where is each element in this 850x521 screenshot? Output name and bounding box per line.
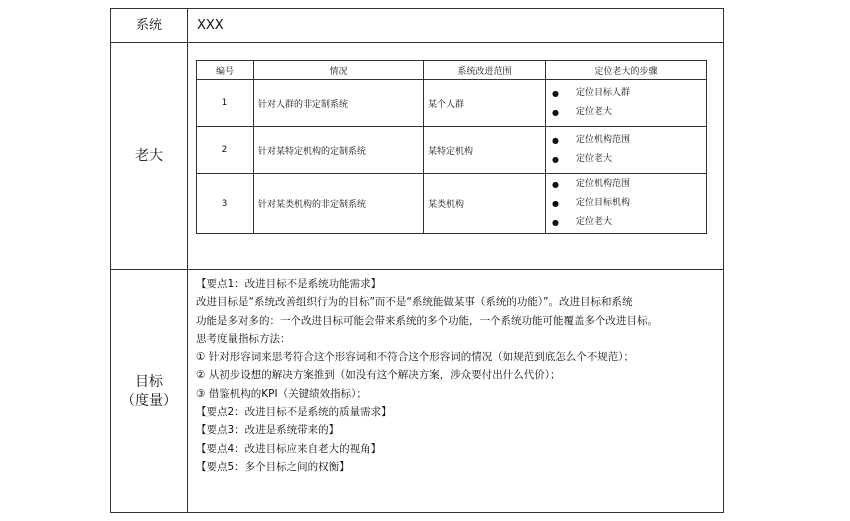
header-scope: 系统改进范围 (424, 61, 546, 80)
goal-line: 思考度量指标方法： (196, 332, 291, 345)
goal-line: 【要点4：改进目标应来自老大的视角】 (196, 442, 382, 455)
system-label: 系统 (135, 18, 162, 33)
row-situation: 针对某类机构的非定制系统 (254, 174, 424, 234)
row-steps (546, 80, 707, 127)
row-number: 3 (197, 174, 254, 234)
goal-line: 改进目标是“系统改善组织行为的目标”而不是“系统能做某事（系统的功能）”。改进目标和系统 (196, 296, 633, 309)
goal-line: 【要点2：改进目标不是系统的质量需求】 (196, 406, 392, 419)
header-situation: 情况 (254, 61, 424, 80)
step-item: ● 定位机构范围 (550, 131, 705, 150)
requirements-table (110, 8, 724, 513)
goal-line: ① 针对形容词来思考符合这个形容词和不符合这个形容词的情况（如规范到底怎么个不规范）； (196, 351, 634, 364)
step-item: ● 定位机构范围 (550, 175, 705, 194)
laoda-steps-table (196, 60, 707, 234)
laoda-label: 老大 (135, 148, 163, 164)
goal-line: 【要点5：多个目标之间的权衡】 (196, 460, 350, 473)
row-situation: 针对某特定机构的定制系统 (254, 127, 424, 174)
row-situation: 针对人群的非定制系统 (254, 80, 424, 127)
header-number: 编号 (197, 61, 254, 80)
goal-label (111, 270, 187, 513)
goal-line: ② 从初步设想的解决方案推到（如没有这个解决方案，涉众要付出什么代价）； (196, 369, 561, 382)
table-row (197, 80, 707, 127)
table-row (197, 127, 707, 174)
table-row (197, 174, 707, 234)
step-item: ● 定位老大 (550, 213, 705, 232)
goal-line: ③ 借鉴机构的KPI（关键绩效指标）； (196, 387, 367, 400)
step-item: ● 定位老大 (550, 103, 705, 122)
row-number: 1 (197, 80, 254, 127)
header-steps: 定位老大的步骤 (546, 61, 707, 80)
column-divider (187, 9, 188, 512)
goal-line: 【要点1：改进目标不是系统功能需求】 (196, 278, 382, 290)
goal-line: 功能是多对多的：一个改进目标可能会带来系统的多个功能，一个系统功能可能覆盖多个改进目标。 (196, 314, 658, 327)
row-steps (546, 127, 707, 174)
row-divider-laoda (111, 269, 723, 270)
goal-description (196, 275, 721, 476)
step-item: ● 定位目标机构 (550, 194, 705, 213)
row-divider-system (111, 42, 723, 43)
system-value: XXX (197, 18, 224, 33)
row-scope: 某类机构 (424, 174, 546, 234)
row-scope: 某个人群 (424, 80, 546, 127)
goal-label-sub: （度量） (121, 392, 177, 409)
goal-line: 【要点3：改进是系统带来的】 (196, 424, 340, 437)
goal-label-main: 目标 (135, 373, 163, 390)
row-scope: 某特定机构 (424, 127, 546, 174)
step-item: ● 定位目标人群 (550, 84, 705, 103)
step-item: ● 定位老大 (550, 150, 705, 169)
row-steps (546, 174, 707, 234)
row-number: 2 (197, 127, 254, 174)
